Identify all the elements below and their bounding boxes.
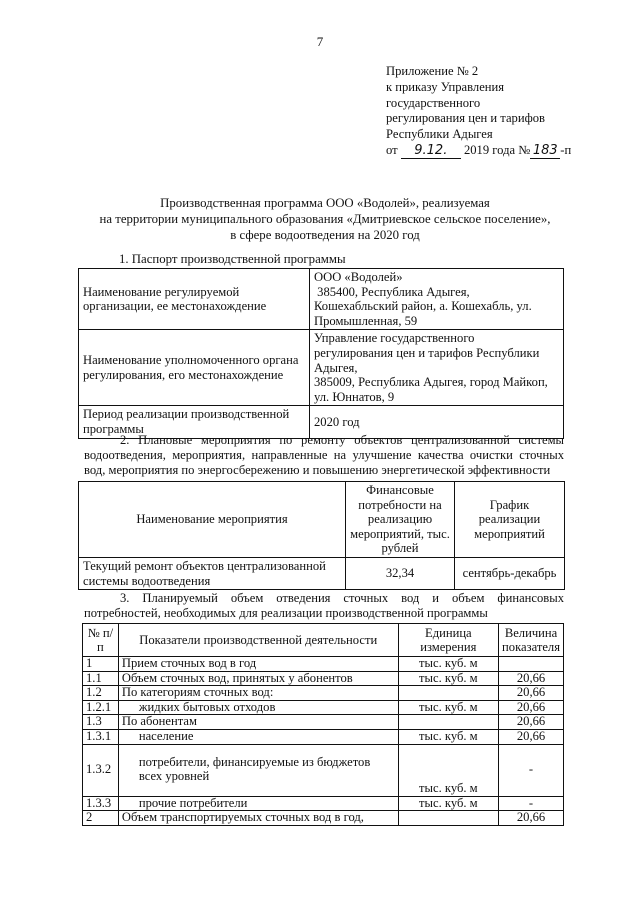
- row-num: 1.1: [83, 671, 119, 686]
- value-line: регулирования цен и тарифов Республики: [314, 345, 540, 360]
- row-indicator: Прием сточных вод в год: [118, 657, 398, 672]
- passport-label: Период реализации производственной программы: [79, 406, 310, 438]
- title-line: Производственная программа ООО «Водолей», реализуемая: [160, 196, 490, 210]
- appendix-date-line: [386, 143, 626, 159]
- date-prefix: от: [386, 142, 398, 157]
- value-line: ООО «Водолей»: [314, 270, 403, 284]
- row-unit: тыс. куб. м: [398, 744, 498, 796]
- row-num: 1.3.3: [83, 796, 119, 811]
- row-unit: [398, 715, 498, 730]
- row-num: 1.2: [83, 686, 119, 701]
- value-line: ул. Юннатов, 9: [314, 389, 395, 404]
- row-num: 1.2.1: [83, 700, 119, 715]
- header-name: Наименование мероприятия: [79, 482, 346, 558]
- row-value: 20,66: [499, 671, 564, 686]
- table-row: [83, 700, 564, 715]
- row-indicator: По абонентам: [118, 715, 398, 730]
- row-value: [499, 657, 564, 672]
- title-line: в сфере водоотведения на 2020 год: [230, 227, 420, 242]
- row-indicator: прочие потребители: [118, 796, 398, 811]
- row-num: 1.3: [83, 715, 119, 730]
- row-indicator: население: [118, 729, 398, 744]
- value-line: Адыгея,: [314, 360, 358, 375]
- passport-table: [78, 268, 564, 439]
- header-value: Величина показателя: [499, 624, 564, 657]
- section2-paragraph: 2. Плановые мероприятия по ремонту объектов централизованной системы водоотведения, мероприятия, направленные на улучшение качества очистки сточных вод, мероприятия по энергосбережению и повышению энергетической эффективности: [84, 433, 564, 478]
- value-line: Промышленная, 59: [314, 313, 418, 328]
- row-value: 20,66: [499, 811, 564, 826]
- value-line: Кошехабльский район, а. Кошехабль, ул.: [314, 299, 532, 314]
- section1-heading: 1. Паспорт производственной программы: [119, 252, 346, 266]
- order-number-suffix: -п: [560, 142, 572, 157]
- header-unit: Единица измерения: [398, 624, 498, 657]
- header-indicator: Показатели производственной деятельности: [118, 624, 398, 657]
- volumes-table: [82, 623, 564, 826]
- table-row: [83, 811, 564, 826]
- table-row: [83, 671, 564, 686]
- activities-table: [78, 481, 565, 590]
- table-row: [83, 657, 564, 672]
- appendix-line: Приложение № 2: [386, 64, 479, 78]
- row-value: -: [499, 744, 564, 796]
- appendix-block: [386, 64, 626, 159]
- handwritten-order-number: 183: [530, 144, 560, 159]
- document-title: [70, 196, 580, 243]
- header-finance: Финансовые потребности на реализацию мероприятий, тыс. рублей: [346, 482, 455, 558]
- value-line: 385009, Республика Адыгея, город Майкоп,: [314, 375, 548, 390]
- table-header-row: [79, 482, 565, 558]
- passport-label: Наименование регулируемой организации, ее местонахождение: [79, 269, 310, 330]
- row-indicator: По категориям сточных вод:: [118, 686, 398, 701]
- table-row: [79, 269, 564, 330]
- activity-schedule: сентябрь-декабрь: [455, 557, 565, 589]
- row-unit: тыс. куб. м: [398, 796, 498, 811]
- row-indicator: Объем транспортируемых сточных вод в год,: [118, 811, 398, 826]
- passport-value: [310, 269, 564, 330]
- header-num: № п/п: [83, 624, 119, 657]
- row-unit: [398, 686, 498, 701]
- table-row: [83, 715, 564, 730]
- row-value: -: [499, 796, 564, 811]
- value-line: 2020 год: [314, 414, 360, 429]
- title-line: на территории муниципального образования «Дмитриевское сельское поселение»,: [99, 211, 551, 226]
- section3-paragraph: 3. Планируемый объем отведения сточных вод и объем финансовых потребностей, необходимых для реализации производственной программы: [84, 591, 564, 621]
- table-row: [83, 686, 564, 701]
- appendix-line: регулирования цен и тарифов: [386, 111, 545, 126]
- row-num: 1.3.2: [83, 744, 119, 796]
- table-row: [83, 729, 564, 744]
- row-unit: тыс. куб. м: [398, 671, 498, 686]
- row-value: 20,66: [499, 700, 564, 715]
- row-num: 1.3.1: [83, 729, 119, 744]
- row-value: 20,66: [499, 729, 564, 744]
- year-text: 2019 года №: [463, 142, 531, 157]
- table-row: [83, 796, 564, 811]
- passport-value: [310, 330, 564, 406]
- value-line: Управление государственного: [314, 331, 475, 346]
- row-unit: [398, 811, 498, 826]
- table-row: [83, 744, 564, 796]
- header-schedule: График реализации мероприятий: [455, 482, 565, 558]
- row-num: 2: [83, 811, 119, 826]
- section3-text: [84, 591, 564, 621]
- table-row: [79, 557, 565, 589]
- row-indicator: жидких бытовых отходов: [118, 700, 398, 715]
- activity-name: Текущий ремонт объектов централизованной системы водоотведения: [79, 557, 346, 589]
- value-line: 385400, Республика Адыгея,: [314, 284, 470, 299]
- activity-finance: 32,34: [346, 557, 455, 589]
- page-number: 7: [316, 34, 324, 49]
- section2-text: [84, 433, 564, 479]
- table-row: [79, 330, 564, 406]
- row-value: 20,66: [499, 715, 564, 730]
- table-header-row: [83, 624, 564, 657]
- row-value: 20,66: [499, 686, 564, 701]
- appendix-line: государственного: [386, 95, 481, 110]
- appendix-line: к приказу Управления: [386, 79, 505, 94]
- row-num: 1: [83, 657, 119, 672]
- row-indicator: потребители, финансируемые из бюджетов всех уровней: [118, 744, 398, 796]
- row-indicator: Объем сточных вод, принятых у абонентов: [118, 671, 398, 686]
- passport-label: Наименование уполномоченного органа регулирования, его местонахождение: [79, 330, 310, 406]
- row-unit: тыс. куб. м: [398, 700, 498, 715]
- row-unit: тыс. куб. м: [398, 729, 498, 744]
- handwritten-date: 9.12.: [401, 144, 461, 159]
- appendix-line: Республики Адыгея: [386, 127, 493, 142]
- row-unit: тыс. куб. м: [398, 657, 498, 672]
